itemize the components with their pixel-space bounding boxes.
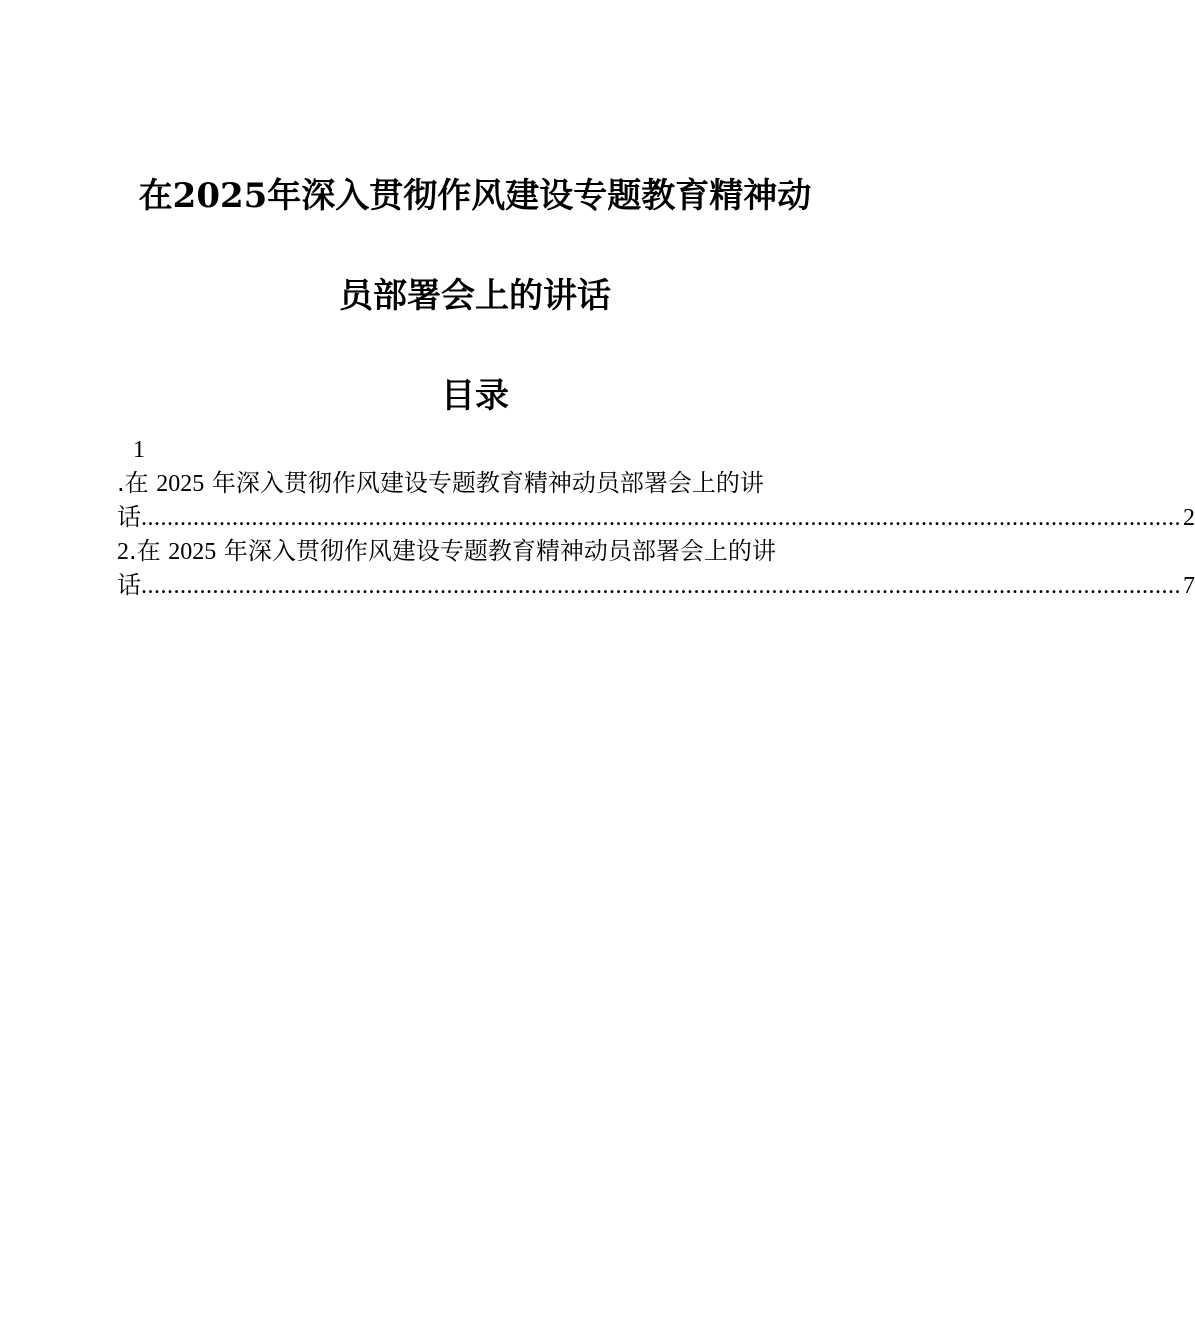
toc-entry-year: 2025 xyxy=(168,539,217,565)
toc-entry-year: 2025 xyxy=(156,471,205,497)
toc-entry-text-part: 在 xyxy=(136,537,169,565)
toc-entry-text-end: 话 xyxy=(117,571,141,599)
document-title-line-1: 在2025年深入贯彻作风建设专题教育精神动 xyxy=(138,176,812,216)
toc-entry-page-number: 2 xyxy=(1183,505,1195,531)
toc-entry-number: 1 xyxy=(133,437,145,463)
toc-entry-2-leader-line[interactable] xyxy=(117,568,1195,602)
toc-entry-page-number: 7 xyxy=(1183,573,1195,599)
toc-leader-dots: ................................................................................................................................................................ xyxy=(141,573,1181,599)
toc-entry-text-part: 在 xyxy=(124,469,157,497)
toc-entry-text-end: 话 xyxy=(117,503,141,531)
table-of-contents xyxy=(117,432,1195,602)
toc-entry-1-number-line[interactable] xyxy=(117,432,837,466)
toc-entry-prefix: . xyxy=(117,469,125,497)
toc-entry-number: 2 xyxy=(117,539,129,565)
toc-entry-prefix: . xyxy=(129,537,137,565)
toc-entry-2-title-line[interactable] xyxy=(117,534,837,568)
toc-leader-dots: ................................................................................................................................................................ xyxy=(141,505,1181,531)
toc-entry-text-part: 年深入贯彻作风建设专题教育精神动员部署会上的讲 xyxy=(204,469,764,497)
toc-heading: 目录 xyxy=(441,376,509,416)
toc-entry-text-part: 年深入贯彻作风建设专题教育精神动员部署会上的讲 xyxy=(216,537,776,565)
toc-entry-1-title-line[interactable] xyxy=(117,466,837,500)
document-title-line-2: 员部署会上的讲话 xyxy=(339,276,611,316)
toc-entry-1-leader-line[interactable] xyxy=(117,500,1195,534)
